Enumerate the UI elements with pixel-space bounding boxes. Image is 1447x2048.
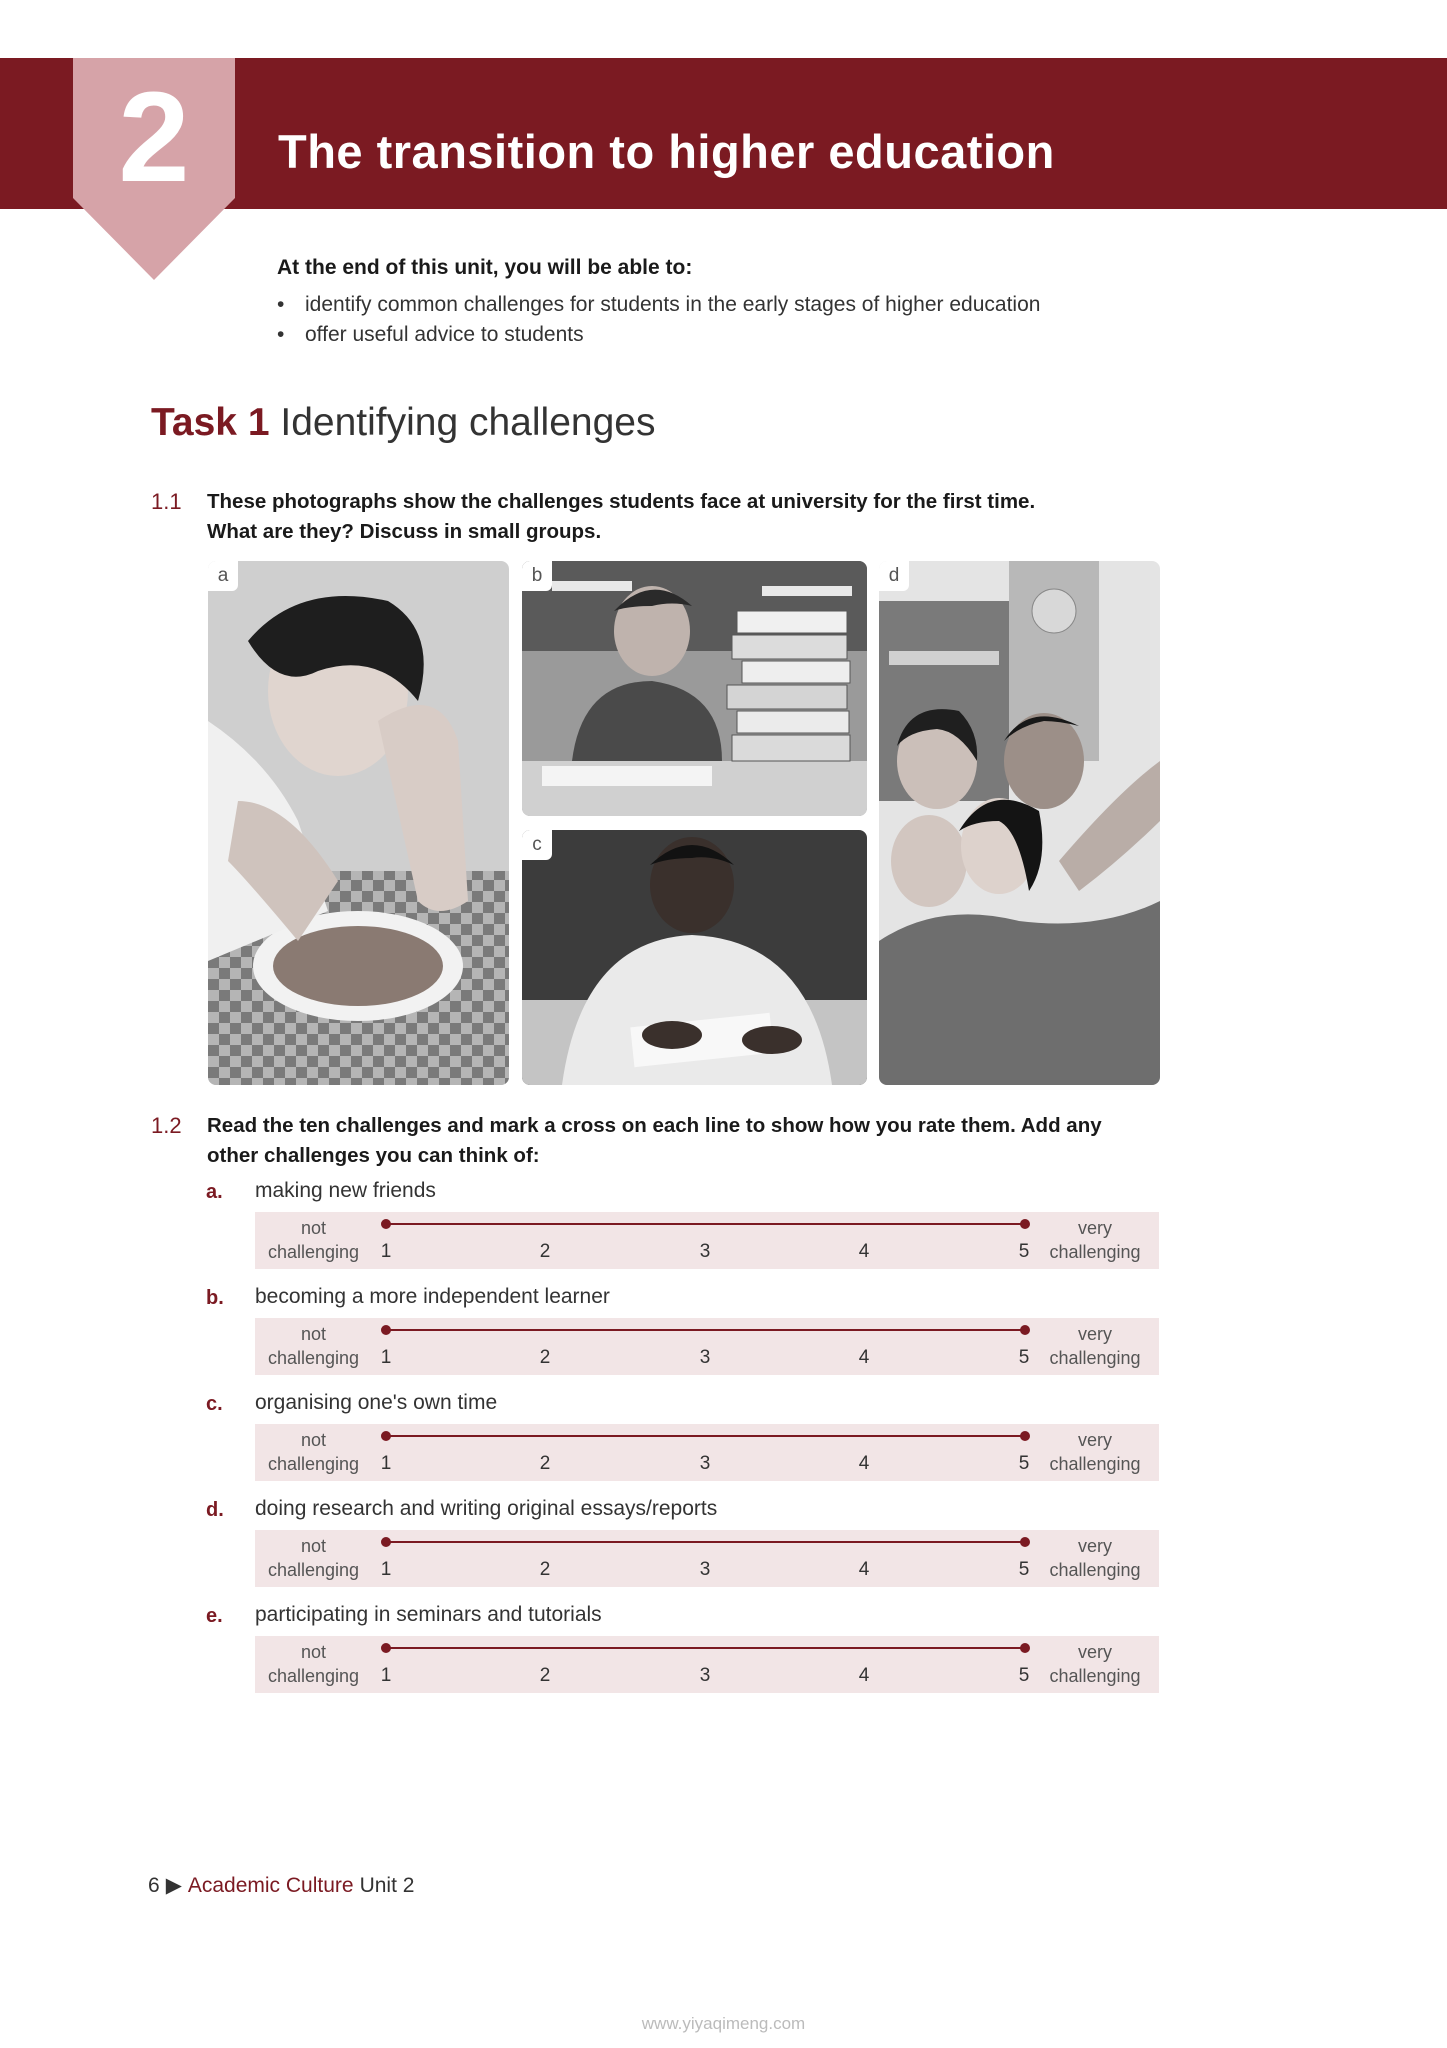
task-heading [151,401,655,445]
bullet-icon: • [277,323,285,346]
scale-tick: 2 [539,1665,551,1686]
item-letter: c. [206,1393,223,1415]
item-text: organising one's own time [255,1391,498,1414]
scale-tick: 4 [858,1241,870,1262]
photo-d [879,561,1160,1085]
question-number-1-2: 1.2 [151,1113,182,1138]
photo-label-a: a [208,561,238,591]
scale-tick: 3 [699,1453,711,1474]
page-footer [148,1873,414,1898]
scale-tick: 1 [380,1665,392,1686]
scale-start-dot [381,1325,391,1335]
item-letter: a. [206,1181,223,1203]
scale-right-label: very challenging [1049,1218,1141,1262]
scale-right-label: very challenging [1049,1642,1141,1686]
scale-tick: 1 [380,1453,392,1474]
scale-end-dot [1020,1643,1030,1653]
task-title: Identifying challenges [280,401,656,444]
friends-selfie-photo [879,561,1160,1085]
scale-end-dot [1020,1219,1030,1229]
photo-label-d: d [879,561,909,591]
scale-end-dot [1020,1537,1030,1547]
unit-title: The transition to higher education [278,125,1055,178]
photo-a [208,561,509,1085]
scale-tick: 2 [539,1559,551,1580]
bullet-icon: • [277,293,285,316]
objective-item: • identify common challenges for students in the early stages of higher education [277,290,1040,320]
scale-tick: 2 [539,1241,551,1262]
scale-end-dot [1020,1431,1030,1441]
scale-tick: 3 [699,1347,711,1368]
watermark: www.yiyaqimeng.com [641,2014,806,2033]
scale-tick: 3 [699,1241,711,1262]
task-label: Task 1 [151,401,270,444]
rating-scale[interactable] [255,1530,1159,1587]
scale-left-label: not challenging [267,1642,360,1686]
student-with-books-photo [522,561,867,816]
item-letter: b. [206,1287,224,1309]
scale-line[interactable] [385,1223,1026,1225]
unit-label: Unit 2 [359,1874,415,1897]
scale-right-label: very challenging [1049,1430,1141,1474]
scale-tick: 3 [699,1665,711,1686]
scale-tick: 2 [539,1453,551,1474]
scale-tick: 1 [380,1559,392,1580]
scale-right-label: very challenging [1049,1324,1141,1368]
student-writing-photo [522,830,867,1085]
scale-tick: 5 [1018,1453,1030,1474]
scale-start-dot [381,1537,391,1547]
scale-end-dot [1020,1325,1030,1335]
item-text: becoming a more independent learner [255,1285,610,1308]
book-title: Academic Culture [187,1874,354,1897]
scale-tick: 5 [1018,1665,1030,1686]
item-letter: d. [206,1499,224,1521]
item-letter: e. [206,1605,223,1627]
scale-start-dot [381,1219,391,1229]
scale-tick: 4 [858,1453,870,1474]
scale-left-label: not challenging [267,1536,360,1580]
objectives-intro: At the end of this unit, you will be able to: [277,256,693,279]
page-number: 6 [148,1874,160,1897]
scale-tick: 4 [858,1665,870,1686]
question-text-1-2: Read the ten challenges and mark a cross on each line to show how you rate them. Add any other challenges you can think of: [207,1114,1102,1167]
item-text: doing research and writing original essays/reports [255,1497,718,1520]
item-text: making new friends [255,1179,436,1202]
photo-c [522,830,867,1085]
photo-b [522,561,867,816]
arrow-right-icon: ▶ [165,1874,182,1897]
question-text-1-1: These photographs show the challenges students face at university for the first time. What are they? Discuss in small groups. [207,490,1036,543]
scale-line[interactable] [385,1647,1026,1649]
scale-tick: 5 [1018,1559,1030,1580]
rating-scale[interactable] [255,1636,1159,1693]
scale-tick: 1 [380,1347,392,1368]
scale-tick: 3 [699,1559,711,1580]
item-text: participating in seminars and tutorials [255,1603,602,1626]
scale-tick: 1 [380,1241,392,1262]
stressed-student-photo [208,561,509,1085]
scale-line[interactable] [385,1329,1026,1331]
scale-tick: 4 [858,1347,870,1368]
scale-line[interactable] [385,1435,1026,1437]
scale-right-label: very challenging [1049,1536,1141,1580]
rating-scale[interactable] [255,1212,1159,1269]
question-number-1-1: 1.1 [151,489,182,514]
photo-label-b: b [522,561,552,591]
scale-start-dot [381,1643,391,1653]
photo-label-c: c [522,830,552,860]
scale-tick: 2 [539,1347,551,1368]
rating-scale[interactable] [255,1318,1159,1375]
scale-start-dot [381,1431,391,1441]
objective-item: • offer useful advice to students [277,320,1040,350]
scale-left-label: not challenging [267,1324,360,1368]
unit-number: 2 [118,66,190,209]
objectives-list [277,290,1040,350]
scale-line[interactable] [385,1541,1026,1543]
scale-tick: 5 [1018,1347,1030,1368]
scale-tick: 5 [1018,1241,1030,1262]
scale-tick: 4 [858,1559,870,1580]
scale-left-label: not challenging [267,1218,360,1262]
rating-scale[interactable] [255,1424,1159,1481]
scale-left-label: not challenging [267,1430,360,1474]
